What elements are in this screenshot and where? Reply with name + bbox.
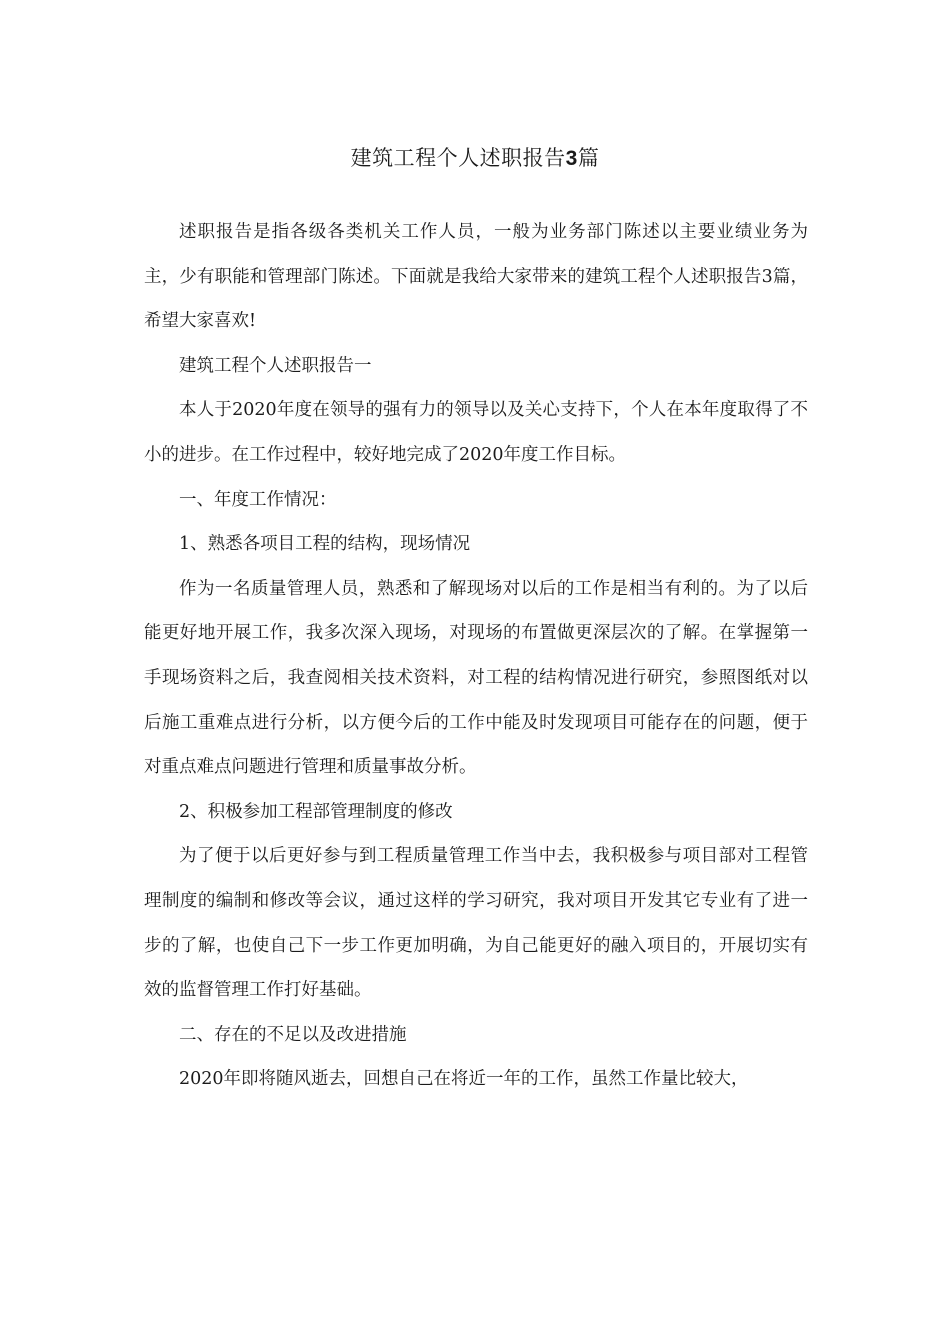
title-text: 建筑工程个人述职报告 [350, 146, 566, 170]
document-body [144, 210, 808, 1102]
document-title [0, 142, 950, 175]
body-paragraph: 本人于2020年度在领导的强有力的领导以及关心支持下，个人在本年度取得了不小的进步。在工作过程中，较好地完成了2020年度工作目标。 [144, 400, 808, 465]
intro-paragraph: 述职报告是指各级各类机关工作人员，一般为业务部门陈述以主要业绩业务为主，少有职能和管理部门陈述。下面就是我给大家带来的建筑工程个人述职报告3篇，希望大家喜欢! [144, 222, 808, 332]
body-paragraph: 为了便于以后更好参与到工程质量管理工作当中去，我积极参与项目部对工程管理制度的编制和修改等会议，通过这样的学习研究，我对项目开发其它专业有了进一步的了解，也使自己下一步工作更加明确，为自己能更好的融入项目的，开展切实有效的监督管理工作打好基础。 [144, 846, 808, 1001]
title-number: 3 [565, 147, 578, 170]
body-paragraph: 2020年即将随风逝去，回想自己在将近一年的工作，虽然工作量比较大， [179, 1069, 749, 1090]
body-paragraph: 作为一名质量管理人员，熟悉和了解现场对以后的工作是相当有利的。为了以后能更好地开展工作，我多次深入现场，对现场的布置做更深层次的了解。在掌握第一手现场资料之后，我查阅相关技术资料，对工程的结构情况进行研究，参照图纸对以后施工重难点进行分析，以方便今后的工作中能及时发现项目可能存在的问题，便于对重点难点问题进行管理和质量事故分析。 [144, 578, 808, 778]
section-heading-shortcomings: 二、存在的不足以及改进措施 [179, 1024, 407, 1045]
section-heading-annual-work: 一、年度工作情况： [179, 489, 337, 510]
section-heading-report-one: 建筑工程个人述职报告一 [179, 355, 372, 376]
subheading-management-system: 2、积极参加工程部管理制度的修改 [179, 801, 453, 822]
title-suffix: 篇 [577, 146, 600, 170]
subheading-structure: 1、熟悉各项目工程的结构，现场情况 [179, 534, 471, 555]
